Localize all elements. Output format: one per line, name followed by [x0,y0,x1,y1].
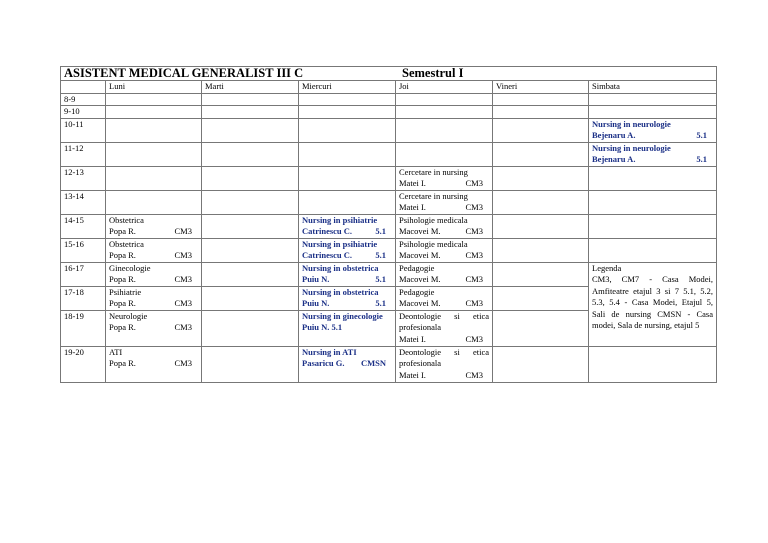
day-header-fri: Vineri [493,81,589,94]
room-code: 5.1 [696,154,708,164]
day-header-thu: Joi [396,81,493,94]
time-cell: 16-17 [61,262,106,286]
teacher-name: Macovei M. [399,298,441,308]
title-cell [61,67,717,81]
teacher-name: Pasaricu G. [302,358,345,368]
row-9-10 [61,106,717,119]
course-name: Psihiatrie [109,286,142,297]
teacher-room: Puiu N. 5.1 [302,322,343,332]
teacher-name: Catrinescu C. [302,250,353,260]
course-name: Nursing in psihiatrie [302,214,378,225]
teacher-name: Popa R. [109,250,136,260]
course-name: Nursing in ATI [302,346,357,357]
course-name: Nursing in obstetrica [302,262,379,273]
time-cell: 18-19 [61,310,106,346]
room-code: 5.1 [375,274,386,284]
room-code: CM3 [465,333,483,344]
time-cell: 14-15 [61,214,106,238]
course-name: ATI [109,346,123,357]
day-header-sat: Simbata [589,81,717,94]
page-title: ASISTENT MEDICAL GENERALIST III C [64,66,304,80]
row-19-20 [61,346,717,382]
time-cell: 9-10 [61,106,106,119]
semester-label: Semestrul I [402,66,464,80]
teacher-name: Matei I. [399,369,426,380]
class-cell [299,346,396,382]
teacher-name: Popa R. [109,322,136,332]
legend-text: CM3, CM7 - Casa Modei, Amfiteatre etajul 3 si 7 5.1, 5.2, 5.3, 5.4 - Casa Modei, Etajul 5, Sali de nursing CMSN - Casa modei, Sala de nursing, etajul 5 [592,274,714,330]
course-name: Nursing in neurologie [592,118,671,129]
class-cell [106,214,202,238]
teacher-name: Popa R. [109,358,136,368]
teacher-name: Bejenaru A. [592,154,636,164]
room-code: CM3 [465,298,483,308]
room-code: CM3 [465,226,483,236]
row-14-15 [61,214,717,238]
teacher-name: Macovei M. [399,250,441,260]
class-cell [106,286,202,310]
time-cell: 12-13 [61,166,106,190]
day-header-tue: Marti [202,81,299,94]
course-name: Obstetrica [109,238,144,249]
teacher-name: Matei I. [399,333,426,344]
class-cell [106,346,202,382]
room-code: CM3 [174,226,192,236]
course-name: Deontologie si etica profesionala [399,310,489,332]
course-name: Cercetare in nursing [399,190,468,201]
class-cell [106,238,202,262]
class-cell [589,118,717,142]
room-code: 5.1 [696,130,708,140]
room-code: CM3 [465,178,483,188]
time-cell: 19-20 [61,346,106,382]
teacher-name: Popa R. [109,274,136,284]
time-cell: 8-9 [61,93,106,106]
teacher-name: Macovei M. [399,274,441,284]
teacher-name: Bejenaru A. [592,130,636,140]
room-code: CM3 [174,358,192,368]
row-15-16 [61,238,717,262]
row-13-14 [61,190,717,214]
corner-cell [61,81,106,94]
class-cell [396,214,493,238]
class-cell [299,286,396,310]
timetable [60,66,717,383]
class-cell [106,310,202,346]
course-name: Psihologie medicala [399,238,468,249]
legend-cell [589,262,717,346]
course-name: Pedagogie [399,262,435,273]
day-header-mon: Luni [106,81,202,94]
class-cell [396,310,493,346]
time-cell: 13-14 [61,190,106,214]
course-name: Neurologie [109,310,148,321]
room-code: CM3 [465,274,483,284]
course-name: Deontologie si etica profesionala [399,346,489,368]
class-cell [396,190,493,214]
room-code: CM3 [174,298,192,308]
row-16-17 [61,262,717,286]
class-cell [589,142,717,166]
time-cell: 17-18 [61,286,106,310]
time-cell: 15-16 [61,238,106,262]
teacher-name: Puiu N. [302,274,330,284]
title-row [61,67,717,81]
class-cell [396,286,493,310]
room-code: CM3 [465,250,483,260]
class-cell [396,166,493,190]
header-row [61,81,717,94]
course-name: Obstetrica [109,214,144,225]
class-cell [299,214,396,238]
course-name: Ginecologie [109,262,151,273]
room-code: CMSN [360,358,386,368]
class-cell [299,310,396,346]
class-cell [299,262,396,286]
class-cell [396,346,493,382]
legend-title: Legenda [592,262,622,273]
teacher-name: Matei I. [399,178,426,188]
room-code: 5.1 [375,250,386,260]
class-cell [106,262,202,286]
course-name: Cercetare in nursing [399,166,468,177]
teacher-name: Macovei M. [399,226,441,236]
class-cell [299,238,396,262]
teacher-name: Puiu N. [302,298,330,308]
room-code: 5.1 [375,226,386,236]
row-11-12 [61,142,717,166]
teacher-name: Popa R. [109,298,136,308]
room-code: CM3 [465,369,483,380]
room-code: CM3 [174,274,192,284]
row-10-11 [61,118,717,142]
day-header-wed: Miercuri [299,81,396,94]
course-name: Nursing in psihiatrie [302,238,378,249]
course-name: Pedagogie [399,286,435,297]
room-code: CM3 [465,202,483,212]
time-cell: 11-12 [61,142,106,166]
room-code: CM3 [174,322,192,332]
course-name: Nursing in obstetrica [302,286,379,297]
teacher-name: Matei I. [399,202,426,212]
room-code: 5.1 [375,298,386,308]
course-name: Psihologie medicala [399,214,468,225]
teacher-name: Catrinescu C. [302,226,353,236]
room-code: CM3 [174,250,192,260]
class-cell [396,262,493,286]
row-8-9 [61,93,717,106]
class-cell [396,238,493,262]
course-name: Nursing in ginecologie [302,310,383,321]
teacher-name: Popa R. [109,226,136,236]
row-12-13 [61,166,717,190]
time-cell: 10-11 [61,118,106,142]
course-name: Nursing in neurologie [592,142,671,153]
